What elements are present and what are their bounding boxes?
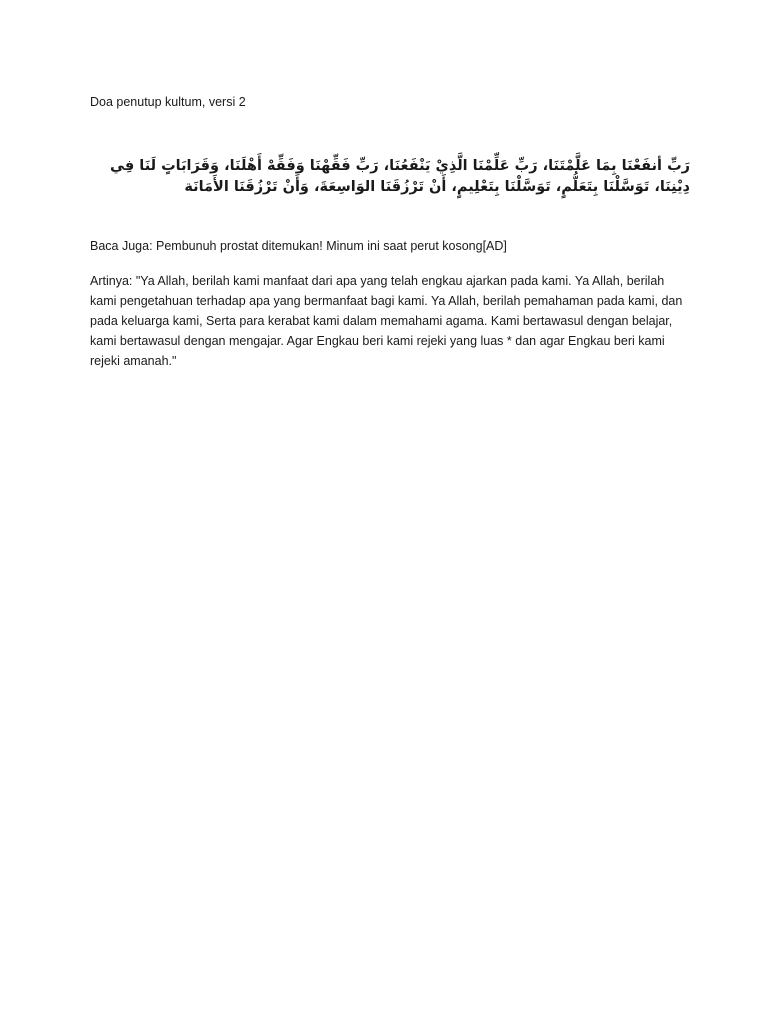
promo-text: Baca Juga: Pembunuh prostat ditemukan! Minum ini saat perut kosong[AD] — [90, 239, 507, 253]
translation-paragraph: Artinya: "Ya Allah, berilah kami manfaat dari apa yang telah engkau ajarkan pada kami. Ya Allah, berilah kami pengetahuan terhadap apa yang bermanfaat bagi kami. Ya Allah, berilah pemahaman pada kami, dan pada keluarga kami, Serta para kerabat kami dalam memahami agama. Kami bertawasul dengan belajar, kami bertawasul dengan mengajar. Agar Engkau beri kami rejeki yang luas * dan agar Engkau beri kami rejeki amanah." — [90, 274, 683, 368]
document-title: Doa penutup kultum, versi 2 — [90, 95, 246, 109]
arabic-prayer-text: رَبِّ أنفَعْنَا بِمَا عَلَّمْتَنَا، رَبِّ عَلِّمْنَا الَّذِيْ يَنْفَعُنَا، رَبِّ فَقِّهْنَا وَفَقِّهْ أَهْلَنَا، وَقَرَابَاتٍ لَنَا فِي دِيْنِنَا، تَوَسَّلْنَا بِتَعَلُّمٍ، تَوَسَّلْنَا بِتَعْلِيمٍ، أَنْ تَرْزُقَنَا الوَاسِعَةَ، وَأَنْ تَرْزُقَنَا الأَمَانَة — [110, 158, 690, 195]
document-content — [90, 94, 690, 371]
